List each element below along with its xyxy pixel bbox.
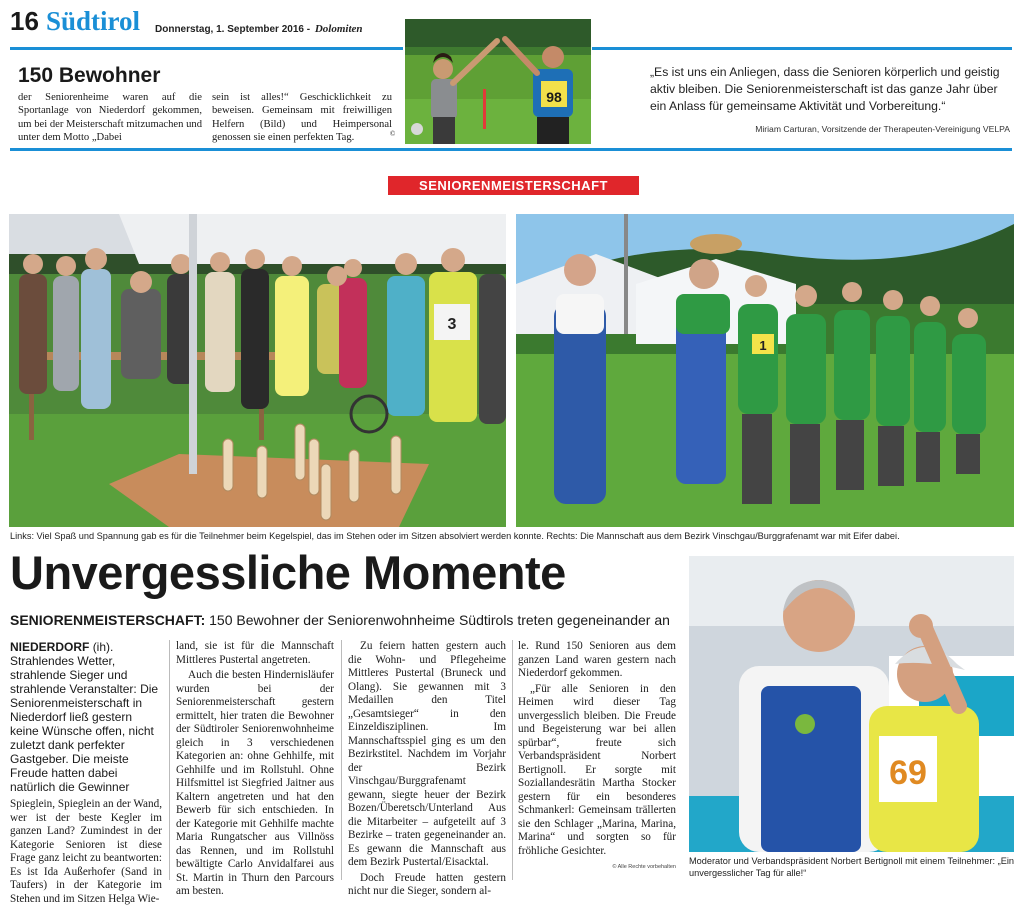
date-text: Donnerstag, 1. September 2016 - xyxy=(155,24,311,35)
col3-paragraph-2: Doch Freude hatten gestern nicht nur die Sieger, sondern al- xyxy=(348,871,506,897)
section-title: Südtirol xyxy=(46,6,141,36)
infobox-title: 150 Bewohner xyxy=(18,64,161,87)
col4-paragraph-1: le. Rund 150 Senioren aus dem ganzen Land waren gestern nach Niederdorf gekommen. xyxy=(518,640,676,679)
header-rule-right xyxy=(592,47,1012,50)
article-subhead xyxy=(10,612,670,628)
runner-bib: 98 xyxy=(546,89,562,105)
moderator-photo xyxy=(689,556,1014,852)
column-divider xyxy=(341,640,342,880)
newspaper-logo: Dolomiten xyxy=(314,23,363,35)
bowling-photo xyxy=(9,214,506,527)
header-rule-left xyxy=(10,47,403,50)
subhead-kicker: SENIORENMEISTERSCHAFT: xyxy=(10,612,206,628)
column-divider xyxy=(512,640,513,880)
team-photo xyxy=(516,214,1014,527)
quote-author: Miriam Carturan, Vorsitzende der Therapeuten-Vereinigung VELPA xyxy=(755,124,1010,134)
team-bib: 1 xyxy=(759,338,767,353)
article-column-4 xyxy=(518,640,676,877)
col3-paragraph-1: Zu feiern hatten gestern auch die Wohn- und Pflegeheime Mittleres Pustertal (Bruneck und Olang). Sie gewannen mit 3 Medaillen den Titel „Gesamtsieger“ in den Einzeldisziplinen. Im Mannschaftsspiel ging es um den Bezirkstitel. Nachdem im Vorjahr der Bezirk Vinschgau/Burggrafenamt gewann, siegte heuer der Bezirk Bozen/Überetsch/Unterland Aus die Mitarbeiter – aufgeteilt auf 3 Bezirke – traten gegeneinander an. Es gewann die Mannschaft aus dem Bezirk Pustertal/Eisacktal. xyxy=(348,640,506,868)
pull-quote: „Es ist uns ein Anliegen, dass die Senioren körperlich und geistig aktiv bleiben. Die Seniorenmeisterschaft ist das ganze Jahr über ein Anlass für gemeinsame Aktivität und Vorbereitung.“ xyxy=(650,65,1000,113)
column-divider xyxy=(169,640,170,880)
col4-paragraph-2: „Für alle Senioren in den Heimen wird dieser Tag unvergesslich bleiben. Die Freude und Begeisterung war bei allen spürbar“, freute sich Verbandspräsident Norbert Bertignoll. Er sorgte mit Soziallandesrätin Martha Stocker gestern für ein besonderes Schmankerl: Gemeinsam trällerten sie den Schlager „Marina, Marina, Marina“ und sorgten so für fröhliche Gesichter. xyxy=(518,682,676,857)
moderator-photo-caption: Moderator und Verbandspräsident Norbert Bertignoll mit einem Teilnehmer: „Ein unvergesslicher Tag für alle!“ xyxy=(689,856,1014,878)
lead-paragraph: (ih). Strahlendes Wetter, strahlende Sieger und strahlende Veranstalter: Die Seniorenmeisterschaft in Niederdorf ließ gestern keine Wünsche offen, nicht zuletzt dank perfekter Gastgeber. Die meiste Freude hatten dabei natürlich die Gewinner xyxy=(10,640,159,794)
issue-date xyxy=(155,23,363,35)
page-number: 16 xyxy=(10,6,39,36)
infobox-text-col2: sein ist alles!“ Geschicklichkeit zu beweisen. Gemeinsam mit freiwilligen Helfern (Bild) und Heimpersonal genossen sie einen perfekten Tag. xyxy=(212,92,392,143)
article-column-1 xyxy=(10,640,162,908)
article-column-3 xyxy=(348,640,506,901)
article-column-2 xyxy=(176,640,334,901)
section-label: SENIORENMEISTERSCHAFT xyxy=(388,176,639,195)
participant-bib: 69 xyxy=(889,754,927,792)
infobox-text-col1: der Seniorenheime waren auf die Sportanlage von Niederdorf gekommen, um bei der Meisterschaft mitzumachen und unter dem Motto „Dabei xyxy=(18,92,202,143)
col2-paragraph-2: Auch die besten Hindernisläufer wurden bei der Seniorenmeisterschaft gestern ermittelt, hier traten die Bewohner der Südtiroler Seniorenwohnheime gleich in 3 verschiedenen Kategorien an: ohne Gehhilfe, mit Gehhilfe und im Rollstuhl. Ohne Hilfsmittel ist Siegfried Jaitner aus Kaltern angetreten und hat den Bewerb für sich entschieden. In der Kategorie mit Gehhilfe machte Maria Rungatscher aus Villnöss das Rennen, und im Rollstuhl bewältigte Carlo Anvidalfarei aus St. Martin in Thurn den Parcours am besten. xyxy=(176,669,334,897)
col1-body: Spieglein, Spieglein an der Wand, wer ist der beste Kegler im ganzen Land? Zumindest in der Kategorie Senioren ist diese Frage ganz leicht zu beantworten: Es ist Ida Außerhofer (Sand in Taufers) in der Kategorie im Stehen und im Sitzen Helga Wie- xyxy=(10,798,162,905)
subhead-text: 150 Bewohner der Seniorenwohnheime Südtirols treten gegeneinander an xyxy=(209,612,670,628)
helper-photo xyxy=(405,19,591,144)
dateline: NIEDERDORF xyxy=(10,640,90,654)
copyright-note: © Alle Rechte vorbehalten xyxy=(612,864,676,870)
photo-credit-mark: © xyxy=(390,130,396,138)
col2-paragraph-1: land, sie ist für die Mannschaft Mittleres Pustertal angetreten. xyxy=(176,640,334,666)
article-headline: Unvergessliche Momente xyxy=(10,546,566,599)
infobox-bottom-rule xyxy=(10,148,1012,151)
photos-caption: Links: Viel Spaß und Spannung gab es für die Teilnehmer beim Kegelspiel, das im Stehen oder im Sitzen absolviert werden konnte. Rechts: Die Mannschaft aus dem Bezirk Vinschgau/Burggrafenamt war mit Eifer dabei. xyxy=(10,531,900,541)
bowler-bib: 3 xyxy=(447,316,457,333)
